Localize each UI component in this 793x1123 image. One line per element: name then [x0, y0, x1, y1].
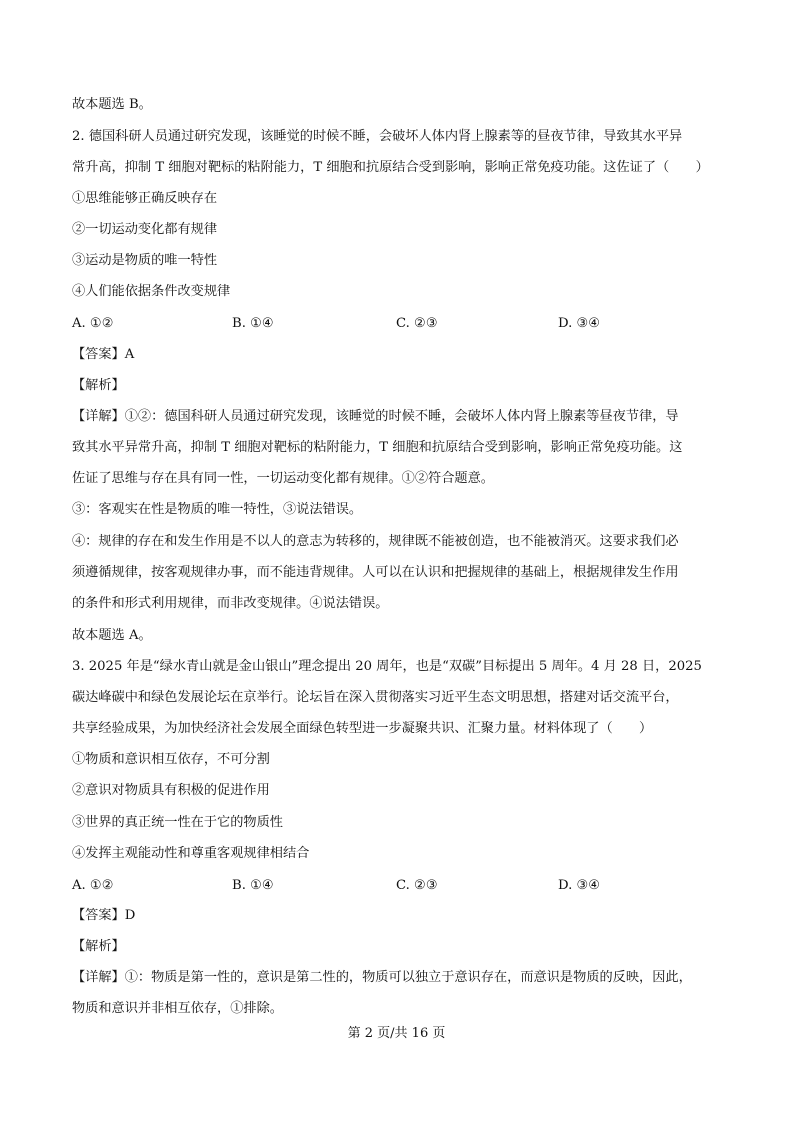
option-a: A. ①② — [72, 878, 114, 893]
answer-label: 【答案】D — [72, 908, 136, 923]
detail-line: ③：客观实在性是物质的唯一特性，③说法错误。 — [72, 502, 363, 517]
statement-4: ④人们能依据条件改变规律 — [72, 284, 231, 299]
detail-line: 须遵循规律，按客观规律办事，而不能违背规律。人可以在认识和把握规律的基础上，根据规律发生作用 — [72, 565, 679, 580]
statement-3: ③世界的真正统一性在于它的物质性 — [72, 815, 283, 830]
statement-4: ④发挥主观能动性和尊重客观规律相结合 — [72, 846, 310, 861]
detail-line: 故本题选 A。 — [72, 628, 152, 643]
answer-label: 【答案】A — [72, 347, 135, 362]
option-c: C. ②③ — [396, 316, 438, 331]
statement-2: ②一切运动变化都有规律 — [72, 222, 218, 237]
question-3-stem: 3. 2025 年是“绿水青山就是金山银山”理念提出 20 周年，也是“双碳”目标提出 5 周年。4 月 28 日，2025 — [72, 659, 702, 674]
detail-line: 的条件和形式利用规律，而非改变规律。④说法错误。 — [72, 596, 389, 611]
statement-3: ③运动是物质的唯一特性 — [72, 253, 218, 268]
statement-2: ②意识对物质具有积极的促进作用 — [72, 783, 270, 798]
option-a: A. ①② — [72, 316, 114, 331]
detail-line: 致其水平异常升高，抑制 T 细胞对靶标的粘附能力，T 细胞和抗原结合受到影响，影响正常免疫功能。这 — [72, 440, 683, 455]
page-footer: 第 2 页/共 16 页 — [347, 1026, 446, 1041]
analysis-label: 【解析】 — [72, 939, 125, 954]
detail-line: 【详解】①②：德国科研人员通过研究发现，该睡觉的时候不睡，会破坏人体内肾上腺素等昼夜节律，导 — [72, 409, 679, 424]
detail-line: 佐证了思维与存在具有同一性，一切运动变化都有规律。①②符合题意。 — [72, 471, 494, 486]
option-d: D. ③④ — [558, 878, 601, 893]
analysis-label: 【解析】 — [72, 378, 125, 393]
statement-1: ①思维能够正确反映存在 — [72, 191, 218, 206]
question-2-stem: 常升高，抑制 T 细胞对靶标的粘附能力，T 细胞和抗原结合受到影响，影响正常免疫功能。这佐证了（ ） — [72, 160, 709, 175]
option-b: B. ①④ — [232, 878, 274, 893]
question-3-stem: 碳达峰碳中和绿色发展论坛在京举行。论坛旨在深入贯彻落实习近平生态文明思想，搭建对话交流平台， — [72, 690, 679, 705]
detail-line: 【详解】①：物质是第一性的，意识是第二性的，物质可以独立于意识存在，而意识是物质的反映，因此， — [72, 970, 692, 985]
question-2-stem: 2. 德国科研人员通过研究发现，该睡觉的时候不睡，会破坏人体内肾上腺素等的昼夜节律，导致其水平异 — [72, 129, 683, 144]
statement-1: ①物质和意识相互依存，不可分割 — [72, 752, 270, 767]
text-line: 故本题选 B。 — [72, 97, 152, 112]
detail-line: ④：规律的存在和发生作用是不以人的意志为转移的，规律既不能被创造，也不能被消灭。这要求我们必 — [72, 534, 679, 549]
option-c: C. ②③ — [396, 878, 438, 893]
detail-line: 物质和意识并非相互依存，①排除。 — [72, 1001, 283, 1016]
question-3-stem: 共享经验成果，为加快经济社会发展全面绿色转型进一步凝聚共识、汇聚力量。材料体现了（ ） — [72, 721, 653, 736]
option-d: D. ③④ — [558, 316, 601, 331]
option-b: B. ①④ — [232, 316, 274, 331]
